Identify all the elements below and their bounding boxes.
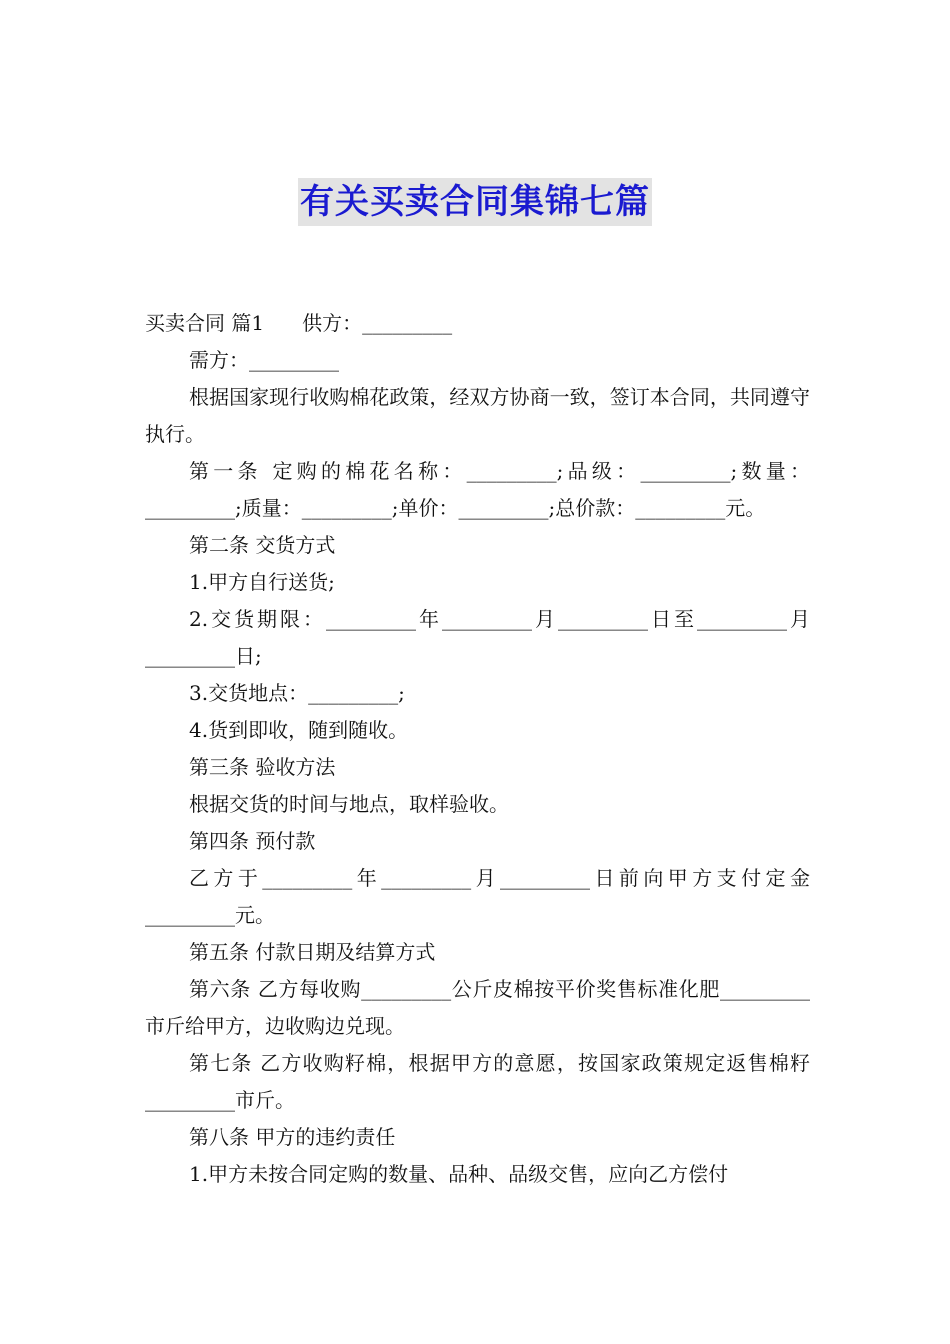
paragraph-article-3-body: 根据交货的时间与地点，取样验收。 bbox=[189, 792, 509, 816]
paragraph-article-4-body: 乙方于_________年_________月_________日前向甲方支付定金_________元。 bbox=[145, 866, 810, 927]
paragraph-article-2-item-3: 3.交货地点：_________; bbox=[189, 681, 405, 705]
paragraph-contract-header bbox=[145, 305, 810, 342]
paragraph-article-2-item-2: 2.交货期限：_________年_________月_________日至_________月_________日; bbox=[145, 607, 810, 668]
paragraph-preamble: 根据国家现行收购棉花政策，经双方协商一致，签订本合同，共同遵守执行。 bbox=[145, 385, 810, 446]
paragraph-article-8-heading: 第八条 甲方的违约责任 bbox=[189, 1125, 396, 1149]
document-body bbox=[145, 305, 810, 1193]
paragraph-article-2-heading: 第二条 交货方式 bbox=[189, 533, 336, 557]
paragraph-article-6: 第六条 乙方每收购_________公斤皮棉按平价奖售标准化肥_________市斤给甲方，边收购边兑现。 bbox=[145, 977, 810, 1038]
paragraph-article-1: 第一条 定购的棉花名称：_________;品级：_________;数量：_________;质量：_________;单价：_________;总价款：_________元。 bbox=[145, 459, 810, 520]
document-title: 有关买卖合同集锦七篇 bbox=[298, 178, 652, 226]
title-container bbox=[0, 178, 950, 226]
supplier-line: 供方：_________ bbox=[302, 311, 453, 335]
paragraph-article-7: 第七条 乙方收购籽棉，根据甲方的意愿，按国家政策规定返售棉籽_________市斤。 bbox=[145, 1051, 810, 1112]
paragraph-article-3-heading: 第三条 验收方法 bbox=[189, 755, 336, 779]
paragraph-article-8-item-1: 1.甲方未按合同定购的数量、品种、品级交售，应向乙方偿付 bbox=[189, 1162, 729, 1186]
paragraph-buyer: 需方：_________ bbox=[189, 348, 339, 372]
paragraph-article-2-item-1: 1.甲方自行送货; bbox=[189, 570, 335, 594]
paragraph-article-5-heading: 第五条 付款日期及结算方式 bbox=[189, 940, 436, 964]
paragraph-article-4-heading: 第四条 预付款 bbox=[189, 829, 316, 853]
contract-heading: 买卖合同 篇1 bbox=[145, 311, 265, 335]
paragraph-article-2-item-4: 4.货到即收，随到随收。 bbox=[189, 718, 409, 742]
